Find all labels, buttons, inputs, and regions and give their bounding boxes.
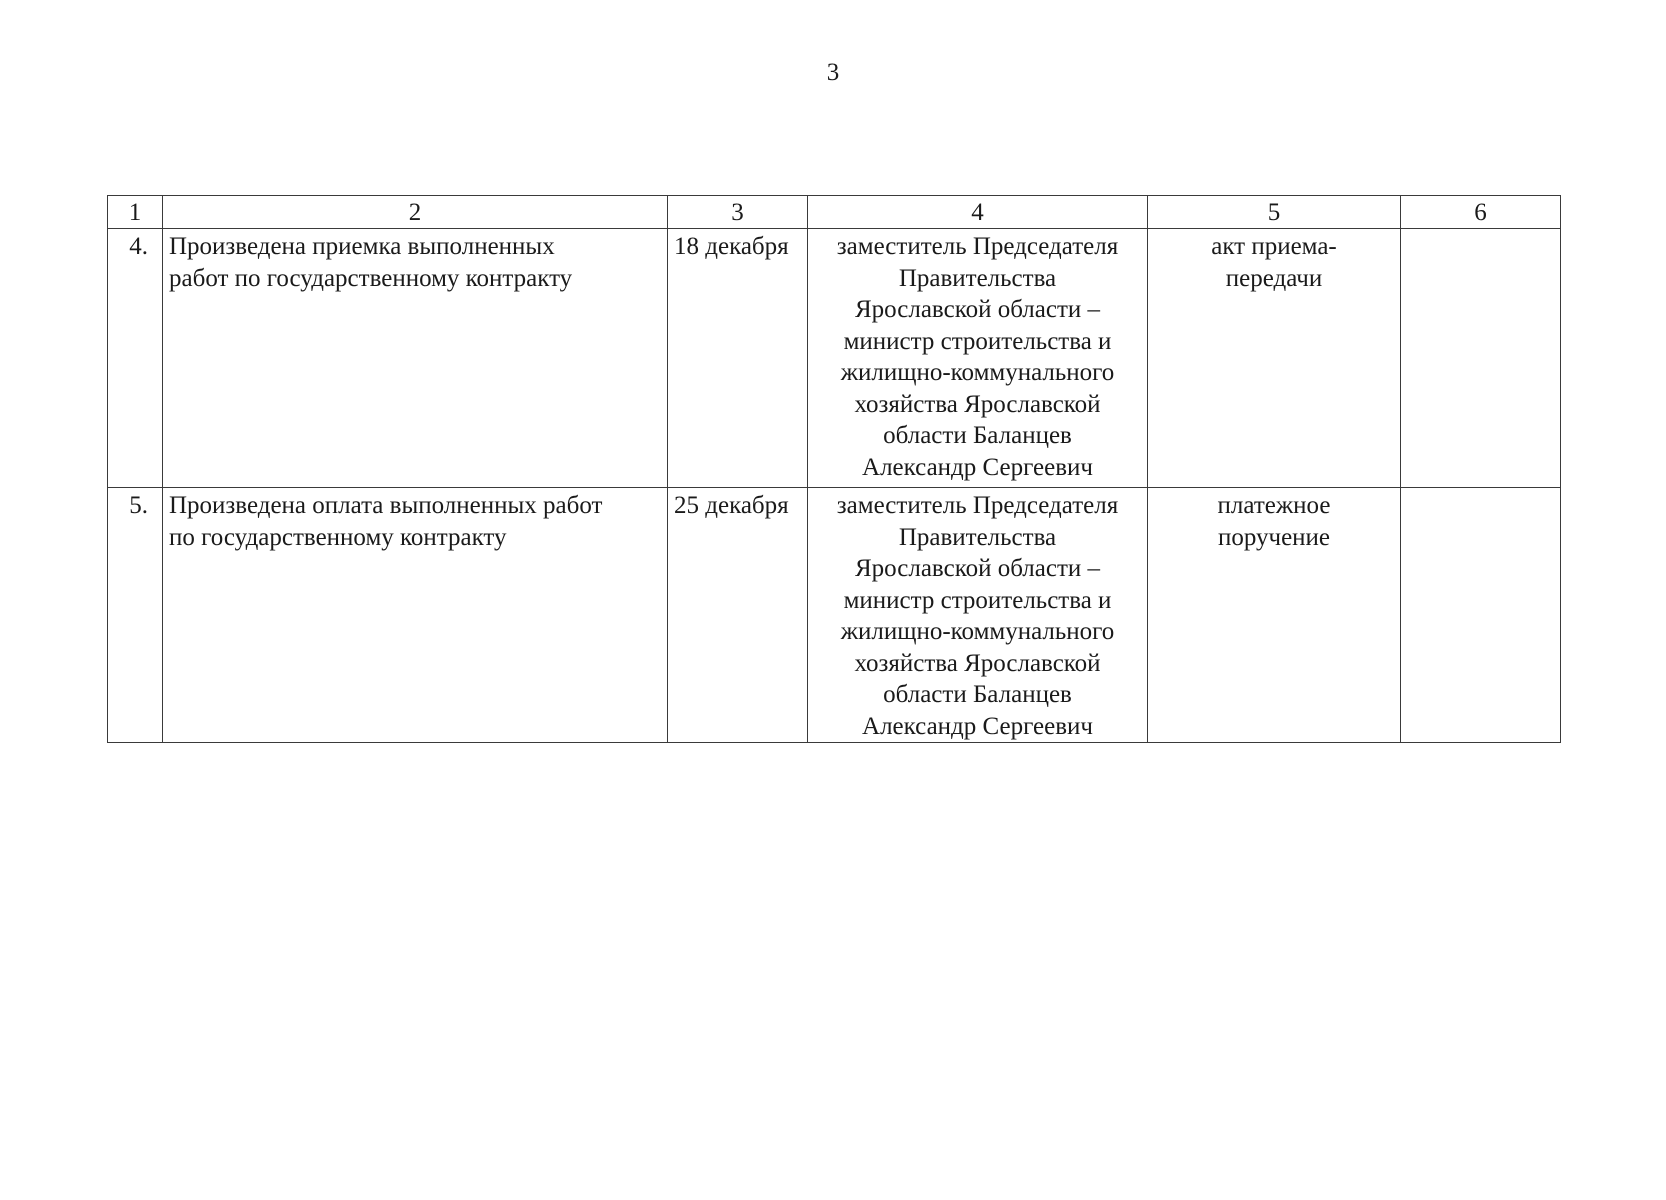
responsible-line: Ярославской области – bbox=[854, 555, 1101, 582]
responsible-line: Александр Сергеевич bbox=[862, 453, 1093, 481]
event-line: по государственному контракту bbox=[169, 523, 507, 551]
document-line: передачи bbox=[1225, 264, 1323, 292]
column-header-3: 3 bbox=[668, 196, 808, 229]
document-line: поручение bbox=[1217, 523, 1331, 551]
confirming-document bbox=[1148, 488, 1401, 743]
responsible-line: области Баланцев bbox=[883, 422, 1072, 449]
page-number: 3 bbox=[826, 59, 840, 86]
event-date: 18 декабря bbox=[668, 229, 808, 488]
event-description bbox=[163, 488, 668, 743]
row-number: 4. bbox=[108, 229, 163, 488]
column-header-4: 4 bbox=[808, 196, 1148, 229]
responsible-line: заместитель Председателя bbox=[836, 492, 1119, 519]
event-line: Произведена оплата выполненных работ bbox=[169, 492, 603, 519]
responsible-line: министр строительства и bbox=[843, 327, 1112, 355]
responsible-line: хозяйства Ярославской bbox=[854, 649, 1101, 677]
responsible-person bbox=[808, 488, 1148, 743]
responsible-line: жилищно-коммунального bbox=[840, 359, 1115, 386]
document-line: акт приема- bbox=[1211, 233, 1337, 260]
column-header-1: 1 bbox=[108, 196, 163, 229]
table-row bbox=[108, 229, 1561, 488]
confirming-document bbox=[1148, 229, 1401, 488]
column-header-6: 6 bbox=[1401, 196, 1561, 229]
responsible-line: жилищно-коммунального bbox=[840, 618, 1115, 645]
responsible-line: Ярославской области – bbox=[854, 296, 1101, 323]
note-cell bbox=[1401, 488, 1561, 743]
event-date: 25 декабря bbox=[668, 488, 808, 743]
table-header-row bbox=[108, 196, 1561, 229]
responsible-line: заместитель Председателя bbox=[836, 233, 1119, 260]
row-number: 5. bbox=[108, 488, 163, 743]
responsible-line: Правительства bbox=[898, 264, 1057, 292]
events-table bbox=[107, 195, 1561, 743]
responsible-line: министр строительства и bbox=[843, 586, 1112, 614]
event-description bbox=[163, 229, 668, 488]
document-line: платежное bbox=[1217, 492, 1331, 519]
column-header-2: 2 bbox=[163, 196, 668, 229]
responsible-line: хозяйства Ярославской bbox=[854, 390, 1101, 418]
event-line: работ по государственному контракту bbox=[169, 264, 573, 292]
note-cell bbox=[1401, 229, 1561, 488]
table-row bbox=[108, 488, 1561, 743]
responsible-line: Александр Сергеевич bbox=[862, 712, 1093, 740]
responsible-line: Правительства bbox=[898, 523, 1057, 551]
responsible-person bbox=[808, 229, 1148, 488]
responsible-line: области Баланцев bbox=[883, 681, 1072, 708]
column-header-5: 5 bbox=[1148, 196, 1401, 229]
event-line: Произведена приемка выполненных bbox=[169, 233, 555, 260]
